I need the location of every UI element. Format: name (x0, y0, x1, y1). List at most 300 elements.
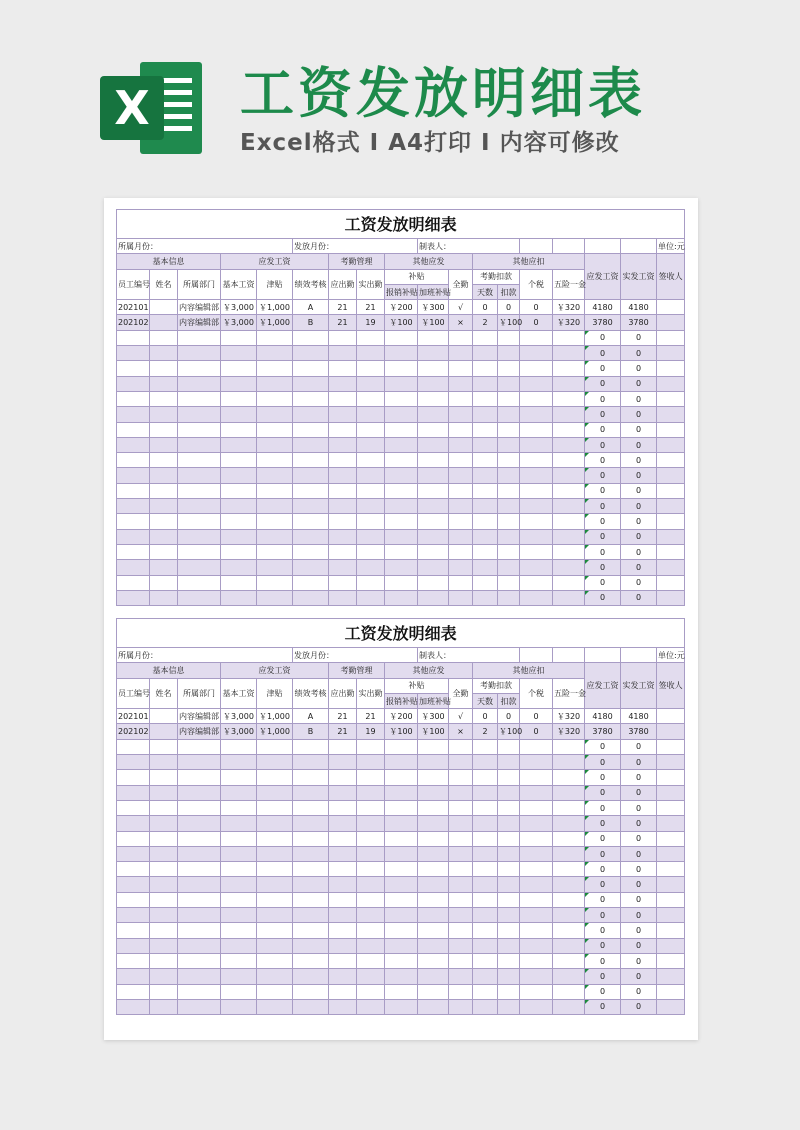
table-cell[interactable] (473, 800, 498, 815)
table-cell[interactable] (357, 984, 385, 999)
table-cell[interactable]: ￥320 (553, 300, 585, 315)
table-cell[interactable] (178, 816, 221, 831)
table-cell[interactable] (657, 984, 685, 999)
table-cell[interactable]: 0 (520, 724, 553, 739)
table-cell[interactable]: 3780 (585, 724, 621, 739)
table-cell[interactable] (329, 575, 357, 590)
table-cell[interactable] (117, 575, 150, 590)
table-cell[interactable] (418, 346, 449, 361)
table-cell[interactable] (657, 544, 685, 559)
table-cell[interactable] (553, 499, 585, 514)
table-cell[interactable]: 4180 (585, 300, 621, 315)
table-cell[interactable] (473, 938, 498, 953)
table-cell[interactable] (257, 770, 293, 785)
table-cell[interactable] (657, 468, 685, 483)
table-cell[interactable] (657, 346, 685, 361)
table-cell[interactable] (520, 800, 553, 815)
table-cell[interactable]: 0 (621, 330, 657, 345)
table-cell[interactable] (329, 739, 357, 754)
table-cell[interactable] (221, 544, 257, 559)
table-cell[interactable] (221, 831, 257, 846)
table-cell[interactable] (150, 846, 178, 861)
table-cell[interactable] (150, 831, 178, 846)
table-cell[interactable] (498, 407, 520, 422)
table-cell[interactable]: 0 (621, 816, 657, 831)
table-cell[interactable] (257, 346, 293, 361)
table-cell[interactable] (178, 923, 221, 938)
table-cell[interactable] (418, 846, 449, 861)
table-cell[interactable] (449, 846, 473, 861)
table-cell[interactable] (150, 575, 178, 590)
table-cell[interactable] (385, 376, 418, 391)
table-cell[interactable] (520, 984, 553, 999)
table-cell[interactable]: 0 (520, 300, 553, 315)
table-cell[interactable] (473, 590, 498, 605)
table-cell[interactable] (178, 407, 221, 422)
table-cell[interactable] (498, 483, 520, 498)
table-cell[interactable] (221, 877, 257, 892)
table-cell[interactable] (553, 468, 585, 483)
table-cell[interactable] (293, 831, 329, 846)
table-cell[interactable] (418, 877, 449, 892)
table-cell[interactable] (178, 391, 221, 406)
table-cell[interactable] (293, 908, 329, 923)
table-cell[interactable] (117, 330, 150, 345)
table-cell[interactable] (449, 544, 473, 559)
table-cell[interactable] (418, 770, 449, 785)
table-cell[interactable]: 0 (621, 831, 657, 846)
table-cell[interactable] (257, 544, 293, 559)
table-cell[interactable] (257, 984, 293, 999)
table-cell[interactable] (357, 816, 385, 831)
table-cell[interactable] (418, 499, 449, 514)
table-cell[interactable] (498, 908, 520, 923)
table-cell[interactable] (498, 938, 520, 953)
table-cell[interactable]: 0 (621, 590, 657, 605)
table-cell[interactable] (178, 453, 221, 468)
table-cell[interactable] (178, 590, 221, 605)
table-cell[interactable] (520, 969, 553, 984)
table-cell[interactable] (385, 846, 418, 861)
table-cell[interactable] (257, 877, 293, 892)
table-cell[interactable] (150, 724, 178, 739)
table-cell[interactable] (473, 953, 498, 968)
table-cell[interactable] (178, 938, 221, 953)
table-cell[interactable] (178, 800, 221, 815)
table-cell[interactable]: 0 (621, 346, 657, 361)
table-cell[interactable] (498, 346, 520, 361)
meta-cell[interactable] (520, 239, 553, 254)
table-cell[interactable] (385, 499, 418, 514)
table-cell[interactable]: 内容编辑部 (178, 315, 221, 330)
table-cell[interactable]: 0 (621, 483, 657, 498)
table-cell[interactable] (293, 422, 329, 437)
table-cell[interactable]: 3780 (585, 315, 621, 330)
table-cell[interactable]: 202102 (117, 315, 150, 330)
table-cell[interactable]: ￥3,000 (221, 709, 257, 724)
table-cell[interactable] (520, 529, 553, 544)
table-cell[interactable] (293, 938, 329, 953)
table-cell[interactable] (520, 785, 553, 800)
table-cell[interactable] (418, 575, 449, 590)
table-cell[interactable] (117, 499, 150, 514)
table-cell[interactable]: ￥100 (385, 724, 418, 739)
table-cell[interactable] (329, 953, 357, 968)
table-cell[interactable] (385, 391, 418, 406)
table-cell[interactable]: 3780 (621, 724, 657, 739)
table-cell[interactable]: 0 (621, 800, 657, 815)
table-cell[interactable] (357, 999, 385, 1014)
table-cell[interactable] (221, 437, 257, 452)
table-cell[interactable] (329, 453, 357, 468)
table-cell[interactable] (385, 877, 418, 892)
table-cell[interactable] (498, 969, 520, 984)
table-cell[interactable] (221, 330, 257, 345)
table-cell[interactable]: 0 (621, 953, 657, 968)
table-cell[interactable] (221, 800, 257, 815)
table-cell[interactable]: 0 (585, 816, 621, 831)
table-cell[interactable] (553, 923, 585, 938)
table-cell[interactable] (385, 514, 418, 529)
table-cell[interactable] (150, 529, 178, 544)
table-cell[interactable] (221, 938, 257, 953)
table-cell[interactable] (293, 590, 329, 605)
table-cell[interactable] (150, 953, 178, 968)
table-cell[interactable] (178, 953, 221, 968)
table-cell[interactable] (329, 361, 357, 376)
table-cell[interactable] (150, 969, 178, 984)
table-cell[interactable] (150, 391, 178, 406)
table-cell[interactable]: 0 (621, 529, 657, 544)
table-cell[interactable] (657, 560, 685, 575)
table-cell[interactable] (357, 407, 385, 422)
table-cell[interactable] (293, 800, 329, 815)
table-cell[interactable] (473, 407, 498, 422)
table-cell[interactable] (553, 862, 585, 877)
table-cell[interactable] (257, 437, 293, 452)
table-cell[interactable] (357, 468, 385, 483)
table-cell[interactable] (293, 892, 329, 907)
table-cell[interactable] (150, 499, 178, 514)
table-cell[interactable] (293, 877, 329, 892)
table-cell[interactable]: A (293, 709, 329, 724)
table-cell[interactable] (498, 923, 520, 938)
table-cell[interactable] (357, 422, 385, 437)
table-cell[interactable] (117, 831, 150, 846)
table-cell[interactable] (657, 376, 685, 391)
table-cell[interactable] (178, 437, 221, 452)
table-cell[interactable] (657, 529, 685, 544)
table-cell[interactable] (257, 755, 293, 770)
table-cell[interactable] (553, 391, 585, 406)
table-cell[interactable] (257, 846, 293, 861)
table-cell[interactable] (221, 770, 257, 785)
table-cell[interactable] (657, 755, 685, 770)
table-cell[interactable] (498, 846, 520, 861)
table-cell[interactable]: 0 (585, 391, 621, 406)
table-cell[interactable] (657, 709, 685, 724)
meta-cell[interactable] (621, 648, 657, 663)
table-cell[interactable]: 0 (621, 422, 657, 437)
table-cell[interactable] (473, 376, 498, 391)
table-cell[interactable] (520, 346, 553, 361)
table-cell[interactable] (418, 590, 449, 605)
table-cell[interactable]: 0 (585, 590, 621, 605)
table-cell[interactable] (553, 831, 585, 846)
table-cell[interactable] (498, 376, 520, 391)
table-cell[interactable] (418, 330, 449, 345)
table-cell[interactable] (449, 739, 473, 754)
table-cell[interactable] (117, 999, 150, 1014)
table-cell[interactable]: 0 (585, 529, 621, 544)
table-cell[interactable] (657, 770, 685, 785)
table-cell[interactable]: 0 (621, 391, 657, 406)
table-cell[interactable]: 0 (585, 999, 621, 1014)
table-cell[interactable]: ￥1,000 (257, 709, 293, 724)
table-cell[interactable] (357, 877, 385, 892)
table-cell[interactable] (257, 999, 293, 1014)
table-cell[interactable] (221, 391, 257, 406)
table-cell[interactable] (473, 892, 498, 907)
table-cell[interactable]: 0 (473, 300, 498, 315)
table-cell[interactable] (498, 468, 520, 483)
meta-cell[interactable] (621, 239, 657, 254)
table-cell[interactable] (449, 529, 473, 544)
table-cell[interactable] (553, 770, 585, 785)
table-cell[interactable] (449, 969, 473, 984)
table-cell[interactable] (520, 831, 553, 846)
table-cell[interactable] (117, 785, 150, 800)
table-cell[interactable] (520, 953, 553, 968)
table-cell[interactable] (473, 483, 498, 498)
table-cell[interactable] (385, 739, 418, 754)
table-cell[interactable]: 0 (585, 862, 621, 877)
table-cell[interactable] (520, 544, 553, 559)
table-cell[interactable] (293, 483, 329, 498)
table-cell[interactable] (553, 755, 585, 770)
table-cell[interactable] (449, 953, 473, 968)
table-cell[interactable] (385, 346, 418, 361)
table-cell[interactable] (385, 468, 418, 483)
table-cell[interactable] (498, 862, 520, 877)
table-cell[interactable] (178, 499, 221, 514)
table-cell[interactable] (150, 376, 178, 391)
table-cell[interactable] (418, 969, 449, 984)
table-cell[interactable] (385, 923, 418, 938)
table-cell[interactable] (293, 529, 329, 544)
table-cell[interactable] (520, 468, 553, 483)
table-cell[interactable] (357, 544, 385, 559)
table-cell[interactable] (357, 499, 385, 514)
table-cell[interactable] (473, 330, 498, 345)
table-cell[interactable] (178, 908, 221, 923)
table-cell[interactable]: 0 (585, 923, 621, 938)
table-cell[interactable] (221, 862, 257, 877)
table-cell[interactable] (293, 544, 329, 559)
table-cell[interactable] (221, 892, 257, 907)
table-cell[interactable] (178, 422, 221, 437)
table-cell[interactable] (221, 560, 257, 575)
table-cell[interactable] (498, 575, 520, 590)
table-cell[interactable]: 0 (498, 709, 520, 724)
table-cell[interactable]: A (293, 300, 329, 315)
table-cell[interactable] (449, 468, 473, 483)
table-cell[interactable]: 0 (473, 709, 498, 724)
table-cell[interactable] (520, 575, 553, 590)
table-cell[interactable] (221, 575, 257, 590)
table-cell[interactable] (257, 575, 293, 590)
table-cell[interactable] (449, 755, 473, 770)
table-cell[interactable] (498, 361, 520, 376)
table-cell[interactable] (293, 755, 329, 770)
table-cell[interactable]: 21 (329, 724, 357, 739)
table-cell[interactable] (178, 544, 221, 559)
table-cell[interactable] (498, 755, 520, 770)
table-cell[interactable] (221, 908, 257, 923)
table-cell[interactable] (329, 514, 357, 529)
table-cell[interactable] (293, 770, 329, 785)
table-cell[interactable] (117, 892, 150, 907)
table-cell[interactable] (449, 453, 473, 468)
table-cell[interactable]: 19 (357, 724, 385, 739)
table-cell[interactable] (553, 483, 585, 498)
table-cell[interactable] (498, 770, 520, 785)
table-cell[interactable] (520, 908, 553, 923)
table-cell[interactable] (449, 437, 473, 452)
table-cell[interactable] (221, 499, 257, 514)
table-cell[interactable] (178, 346, 221, 361)
table-cell[interactable]: 0 (621, 785, 657, 800)
table-cell[interactable] (385, 908, 418, 923)
table-cell[interactable] (449, 499, 473, 514)
table-cell[interactable]: 0 (621, 560, 657, 575)
table-cell[interactable] (150, 877, 178, 892)
table-cell[interactable]: 0 (621, 407, 657, 422)
table-cell[interactable] (178, 575, 221, 590)
table-cell[interactable] (357, 938, 385, 953)
table-cell[interactable] (385, 560, 418, 575)
table-cell[interactable] (553, 422, 585, 437)
table-cell[interactable] (385, 800, 418, 815)
table-cell[interactable] (293, 969, 329, 984)
table-cell[interactable] (117, 422, 150, 437)
table-cell[interactable] (418, 816, 449, 831)
table-cell[interactable] (498, 391, 520, 406)
table-cell[interactable]: 0 (585, 330, 621, 345)
table-cell[interactable] (520, 422, 553, 437)
table-cell[interactable] (553, 560, 585, 575)
table-cell[interactable] (257, 499, 293, 514)
table-cell[interactable] (498, 953, 520, 968)
table-cell[interactable]: 0 (621, 544, 657, 559)
table-cell[interactable] (150, 755, 178, 770)
table-cell[interactable] (657, 800, 685, 815)
table-cell[interactable] (221, 483, 257, 498)
table-cell[interactable] (178, 755, 221, 770)
table-cell[interactable] (117, 346, 150, 361)
table-cell[interactable] (385, 953, 418, 968)
table-cell[interactable] (357, 575, 385, 590)
table-cell[interactable] (473, 831, 498, 846)
table-cell[interactable] (221, 590, 257, 605)
table-cell[interactable] (657, 816, 685, 831)
table-cell[interactable] (150, 468, 178, 483)
table-cell[interactable] (178, 862, 221, 877)
table-cell[interactable] (117, 938, 150, 953)
table-cell[interactable]: 202101 (117, 300, 150, 315)
table-cell[interactable] (293, 361, 329, 376)
table-cell[interactable]: 0 (585, 800, 621, 815)
table-cell[interactable]: 0 (621, 376, 657, 391)
table-cell[interactable] (150, 800, 178, 815)
table-cell[interactable] (657, 437, 685, 452)
table-cell[interactable] (449, 908, 473, 923)
table-cell[interactable] (178, 739, 221, 754)
table-cell[interactable] (293, 984, 329, 999)
table-cell[interactable] (418, 544, 449, 559)
table-cell[interactable] (418, 391, 449, 406)
table-cell[interactable]: 0 (585, 938, 621, 953)
table-cell[interactable] (150, 770, 178, 785)
table-cell[interactable] (498, 999, 520, 1014)
table-cell[interactable] (221, 969, 257, 984)
table-cell[interactable]: 0 (585, 969, 621, 984)
table-cell[interactable] (178, 468, 221, 483)
table-cell[interactable] (329, 468, 357, 483)
table-cell[interactable] (178, 770, 221, 785)
table-cell[interactable] (357, 376, 385, 391)
table-cell[interactable] (657, 300, 685, 315)
table-cell[interactable] (498, 499, 520, 514)
table-cell[interactable] (329, 560, 357, 575)
table-cell[interactable] (257, 330, 293, 345)
table-cell[interactable] (150, 453, 178, 468)
table-cell[interactable]: 0 (585, 953, 621, 968)
table-cell[interactable] (257, 800, 293, 815)
table-cell[interactable] (449, 361, 473, 376)
table-cell[interactable] (418, 453, 449, 468)
table-cell[interactable] (117, 969, 150, 984)
table-cell[interactable] (553, 529, 585, 544)
table-cell[interactable] (329, 330, 357, 345)
table-cell[interactable]: 0 (621, 877, 657, 892)
table-cell[interactable] (293, 999, 329, 1014)
table-cell[interactable] (418, 560, 449, 575)
table-cell[interactable]: 0 (585, 846, 621, 861)
table-cell[interactable] (553, 877, 585, 892)
table-cell[interactable] (473, 422, 498, 437)
table-cell[interactable]: × (449, 724, 473, 739)
table-cell[interactable] (293, 739, 329, 754)
table-cell[interactable] (329, 816, 357, 831)
table-cell[interactable]: B (293, 724, 329, 739)
table-cell[interactable] (150, 315, 178, 330)
table-cell[interactable]: 0 (585, 407, 621, 422)
table-cell[interactable] (657, 846, 685, 861)
table-cell[interactable] (418, 468, 449, 483)
table-cell[interactable] (498, 984, 520, 999)
table-cell[interactable] (520, 514, 553, 529)
table-cell[interactable] (329, 831, 357, 846)
table-cell[interactable] (498, 831, 520, 846)
table-cell[interactable] (473, 923, 498, 938)
table-cell[interactable] (150, 892, 178, 907)
table-cell[interactable]: ￥300 (418, 300, 449, 315)
table-cell[interactable] (178, 376, 221, 391)
table-cell[interactable] (178, 514, 221, 529)
table-cell[interactable]: 0 (585, 739, 621, 754)
table-cell[interactable] (329, 391, 357, 406)
